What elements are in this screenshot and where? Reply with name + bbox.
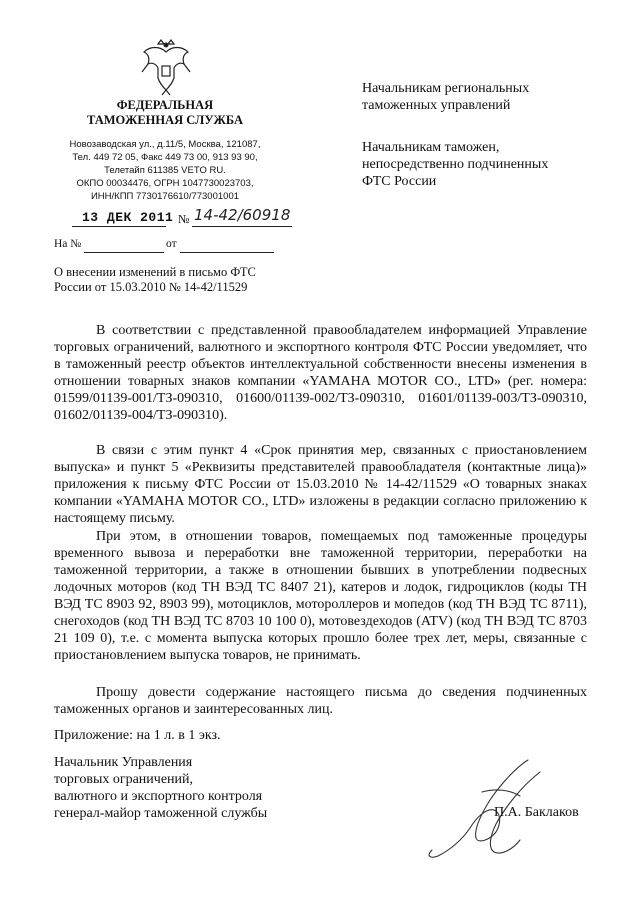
signatory-title-line4: генерал-майор таможенной службы — [54, 806, 268, 821]
addressee-customs — [362, 139, 602, 190]
subject-line2: России от 15.03.2010 № 14-42/11529 — [54, 280, 248, 294]
body-paragraph-4 — [54, 684, 587, 718]
paragraph-text: При этом, в отношении товаров, помещаемых под таможенные процедуры временного вывоза и переработки вне таможенной территории, переработки на таможенной территории, а также в отношении бывших в употреблении подвесных лодочных моторов (код ТН ВЭД ТС 8407 21), катеров и лодок, гидроциклов (коды ТН ВЭД ТС 8903 92, 8903 99), мотоциклов, мотороллеров и мопедов (код ТН ВЭД ТС 8711), снегоходов (код ТН ВЭД ТС 8703 10 100 0), мотовездеходов (ATV) (код ТН ВЭД ТС 8703 21 109 0), т.е. с момента выпуска которых прошло более трех лет, меры, связанные с приостановлением выпуска товаров, не принимать. — [54, 529, 587, 663]
agency-name-line1: ФЕДЕРАЛЬНАЯ — [116, 98, 214, 112]
signatory-title-line3: валютного и экспортного контроля — [54, 789, 263, 804]
ref-number-underline — [84, 252, 164, 253]
handwritten-number: 14-42/60918 — [194, 206, 291, 224]
body-paragraph-2 — [54, 442, 587, 527]
attachment-note: Приложение: на 1 л. в 1 экз. — [54, 728, 221, 743]
registration-line — [54, 208, 294, 230]
paragraph-text: В соответствии с представленной правообладателем информацией Управление торговых ограничений, валютного и экспортного контроля ФТС России уведомляет, что в таможенный реестр объектов интеллектуальной собственности внесены изменения в отношении товарных знаков компании «YAMAHA MOTOR CO., LTD» (рег. номера: 01599/01139-001/ТЗ-090310, 01600/01139-002/ТЗ-090310, 01601/01139-003/ТЗ-090310, 01602/01139-004/ТЗ-090310). — [54, 323, 587, 423]
contact-phones: Тел. 449 72 05, Факс 449 73 00, 913 93 90, — [72, 152, 258, 163]
addressee-regional-line1: Начальникам региональных — [362, 81, 530, 96]
contact-okpo-ogrn: ОКПО 00034476, ОГРН 1047730023703, — [76, 178, 254, 189]
addressee-customs-line2: непосредственно подчиненных — [362, 157, 549, 172]
coat-of-arms-emblem — [138, 38, 194, 96]
addressee-regional — [362, 80, 602, 114]
paragraph-text: В связи с этим пункт 4 «Срок принятия мер, связанных с приостановлением выпуска» и пункт 5 «Реквизиты представителей правообладателя (контактные лица)» приложения к письму ФТС России от 15.03.2010 № 14-42/11529 «О товарных знаках компании «YAMAHA MOTOR CO., LTD» изложены в редакции согласно приложению к настоящему письму. — [54, 443, 587, 526]
paragraph-text: Прошу довести содержание настоящего письма до сведения подчиненных таможенных органов и заинтересованных лиц. — [54, 685, 587, 717]
addressee-customs-line3: ФТС России — [362, 174, 437, 189]
contact-address: Новозаводская ул., д.11/5, Москва, 121087, — [69, 139, 261, 150]
reference-line — [54, 238, 284, 250]
body-paragraph-1 — [54, 322, 587, 424]
agency-name-line2: ТАМОЖЕННАЯ СЛУЖБА — [87, 113, 243, 127]
letter-subject — [54, 265, 304, 295]
ref-from-underline — [180, 252, 274, 253]
signatory-title — [54, 754, 334, 822]
addressee-regional-line2: таможенных управлений — [362, 98, 511, 113]
date-stamp: 13 ДЕК 2011 — [82, 210, 174, 225]
date-underline — [72, 226, 166, 227]
signatory-title-line1: Начальник Управления — [54, 755, 193, 770]
ref-number-label: На № — [54, 238, 82, 250]
number-label: № — [178, 212, 190, 226]
subject-line1: О внесении изменений в письмо ФТС — [54, 265, 256, 279]
signatory-title-line2: торговых ограничений, — [54, 772, 194, 787]
contact-inn-kpp: ИНН/КПП 7730176610/773001001 — [90, 191, 240, 202]
signatory-name: П.А. Баклаков — [494, 805, 579, 820]
number-underline — [192, 226, 292, 227]
addressee-customs-line1: Начальникам таможен, — [362, 140, 500, 155]
body-paragraph-3 — [54, 528, 587, 664]
contact-teletype: Телетайп 611385 VETO RU. — [104, 165, 226, 176]
ref-from-label: от — [166, 238, 177, 250]
